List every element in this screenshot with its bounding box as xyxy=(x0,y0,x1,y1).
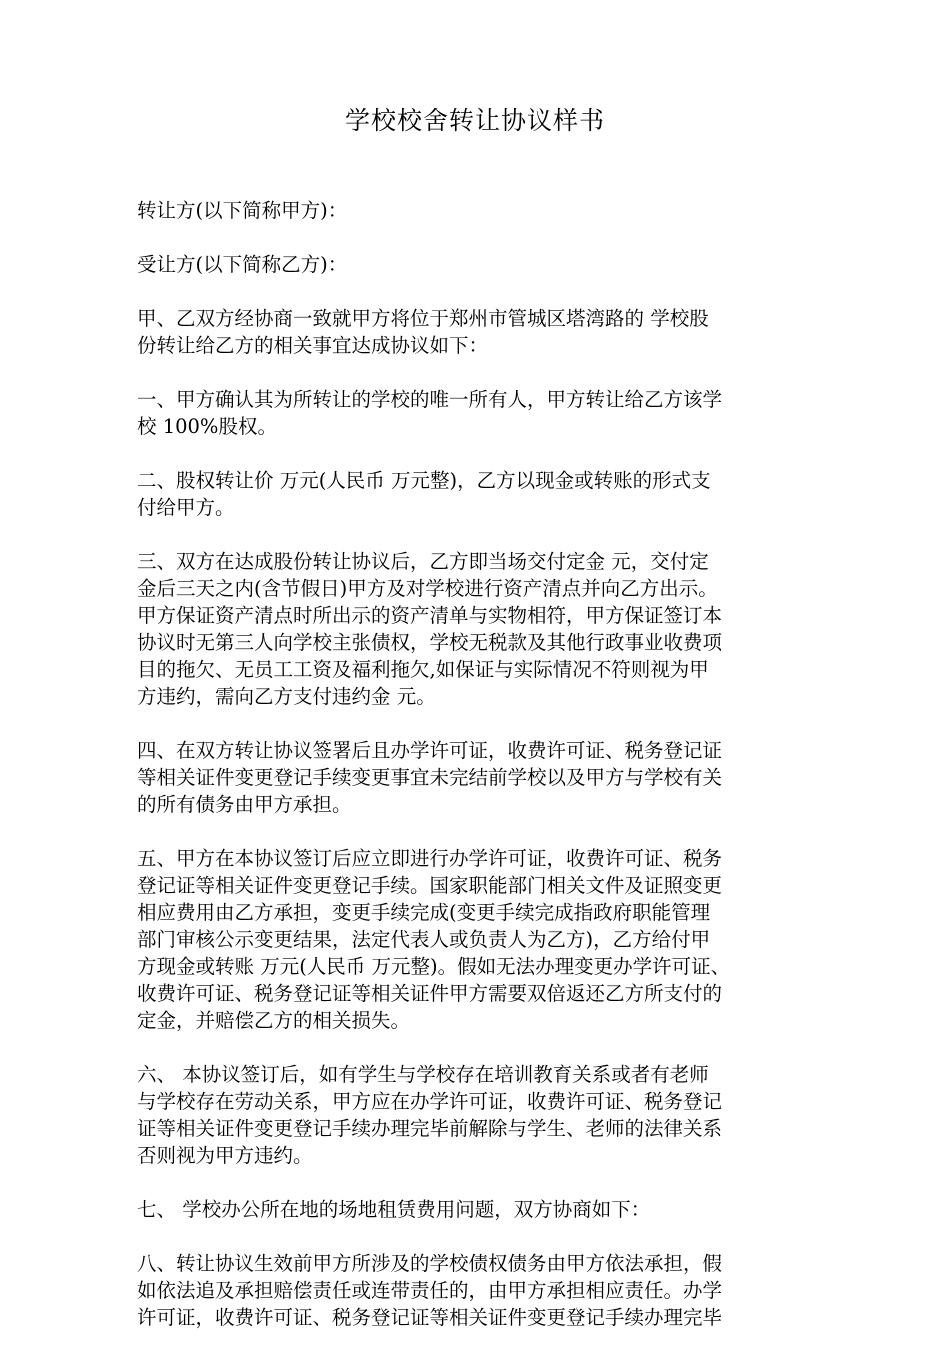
document-body xyxy=(137,197,827,1358)
text-line: 目的拖欠、无员工工资及福利拖欠,如保证与实际情况不符则视为甲 xyxy=(137,658,709,681)
text-line: 转让方(以下简称甲方)： xyxy=(137,199,348,222)
clause-3 xyxy=(137,548,827,710)
text-line: 的所有债务由甲方承担。 xyxy=(137,793,352,816)
clause-6 xyxy=(137,1061,827,1169)
clause-4 xyxy=(137,737,827,818)
text-line: 三、双方在达成股份转让协议后，乙方即当场交付定金 元，交付定 xyxy=(137,550,709,573)
text-line: 甲、乙双方经协商一致就甲方将位于郑州市管城区塔湾路的 学校股 xyxy=(137,307,709,330)
clause-8 xyxy=(137,1250,827,1331)
text-line: 金后三天之内(含节假日)甲方及对学校进行资产清点并向乙方出示。 xyxy=(137,577,718,600)
clause-2 xyxy=(137,467,827,521)
text-line: 甲方保证资产清点时所出示的资产清单与实物相符，甲方保证签订本 xyxy=(137,604,723,627)
text-line: 校 100%股权。 xyxy=(137,415,277,438)
text-line: 四、在双方转让协议签署后且办学许可证，收费许可证、税务登记证 xyxy=(137,739,723,762)
text-line: 份转让给乙方的相关事宜达成协议如下： xyxy=(137,334,489,357)
text-line: 六、 本协议签订后，如有学生与学校存在培训教育关系或者有老师 xyxy=(137,1063,709,1086)
text-line: 七、 学校办公所在地的场地租赁费用问题，双方协商如下： xyxy=(137,1198,651,1221)
text-line: 付给甲方。 xyxy=(137,496,235,519)
text-line: 协议时无第三人向学校主张债权，学校无税款及其他行政事业收费项 xyxy=(137,631,723,654)
paragraph-transferor xyxy=(137,197,827,224)
text-line: 证等相关证件变更登记手续办理完毕前解除与学生、老师的法律关系 xyxy=(137,1117,723,1140)
text-line: 定金，并赔偿乙方的相关损失。 xyxy=(137,1009,411,1032)
text-line: 方现金或转账 万元(人民币 万元整)。假如无法办理变更办学许可证、 xyxy=(137,955,731,978)
clause-5 xyxy=(137,845,827,1034)
paragraph-transferee xyxy=(137,251,827,278)
text-line: 收费许可证、税务登记证等相关证件甲方需要双倍返还乙方所支付的 xyxy=(137,982,723,1005)
document-title: 学校校舍转让协议样书 xyxy=(344,106,605,135)
text-line: 等相关证件变更登记手续变更事宜未完结前学校以及甲方与学校有关 xyxy=(137,766,723,789)
text-line: 相应费用由乙方承担，变更手续完成(变更手续完成指政府职能管理 xyxy=(137,901,711,924)
clause-1 xyxy=(137,386,827,440)
text-line: 一、甲方确认其为所转让的学校的唯一所有人，甲方转让给乙方该学 xyxy=(137,388,723,411)
text-line: 如依法追及承担赔偿责任或连带责任的，由甲方承担相应责任。办学 xyxy=(137,1279,723,1302)
text-line: 部门审核公示变更结果，法定代表人或负责人为乙方)，乙方给付甲 xyxy=(137,928,711,951)
text-line: 八、转让协议生效前甲方所涉及的学校债权债务由甲方依法承担，假 xyxy=(137,1252,723,1275)
text-line: 否则视为甲方违约。 xyxy=(137,1144,313,1167)
paragraph-preamble xyxy=(137,305,827,359)
text-line: 五、甲方在本协议签订后应立即进行办学许可证，收费许可证、税务 xyxy=(137,847,723,870)
clause-7 xyxy=(137,1196,827,1223)
text-line: 登记证等相关证件变更登记手续。国家职能部门相关文件及证照变更 xyxy=(137,874,723,897)
text-line: 受让方(以下简称乙方)： xyxy=(137,253,348,276)
text-line: 许可证，收费许可证、税务登记证等相关证件变更登记手续办理完毕 xyxy=(137,1306,723,1329)
text-line: 二、股权转让价 万元(人民币 万元整)，乙方以现金或转账的形式支 xyxy=(137,469,711,492)
text-line: 方违约，需向乙方支付违约金 元。 xyxy=(137,685,436,708)
text-line: 与学校存在劳动关系，甲方应在办学许可证，收费许可证、税务登记 xyxy=(137,1090,723,1113)
